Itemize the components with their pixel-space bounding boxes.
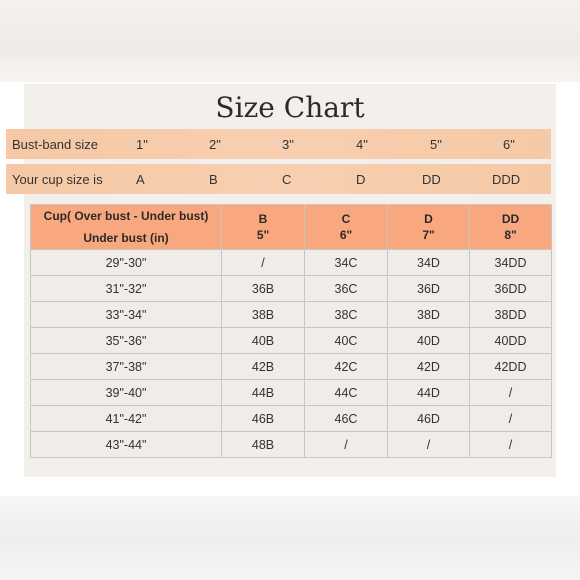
table-row <box>31 276 552 302</box>
cup-size-value: D <box>356 172 366 187</box>
header-diff: 7" <box>422 228 435 242</box>
size-cell: 36B <box>222 276 305 302</box>
table-row <box>31 380 552 406</box>
size-cell: / <box>470 432 552 458</box>
header-cup-c <box>305 205 388 250</box>
size-cell: 44C <box>305 380 388 406</box>
cup-size-value: C <box>282 172 292 187</box>
under-bust-cell: 39"-40" <box>31 380 222 406</box>
size-cell: 46C <box>305 406 388 432</box>
bust-band-label: Bust-band size <box>12 137 98 152</box>
table-row <box>31 354 552 380</box>
header-line-1: Cup( Over bust - Under bust) <box>43 209 209 223</box>
cup-size-label: Your cup size is <box>12 172 103 187</box>
header-cup-dd <box>470 205 552 250</box>
bust-band-value: 4" <box>356 137 368 152</box>
header-cup: C <box>341 212 351 226</box>
under-bust-cell: 29"-30" <box>31 250 222 276</box>
under-bust-cell: 37"-38" <box>31 354 222 380</box>
cup-size-value: B <box>209 172 218 187</box>
cup-size-value: A <box>136 172 145 187</box>
header-cup: D <box>424 212 433 226</box>
bust-band-value: 6" <box>503 137 515 152</box>
size-cell: 38D <box>388 302 470 328</box>
table-header-row <box>31 205 552 250</box>
size-cell: 42B <box>222 354 305 380</box>
size-cell: 46D <box>388 406 470 432</box>
bust-band-value: 1" <box>136 137 148 152</box>
size-cell: 36D <box>388 276 470 302</box>
size-cell: 46B <box>222 406 305 432</box>
under-bust-cell: 43"-44" <box>31 432 222 458</box>
bust-band-value: 5" <box>430 137 442 152</box>
size-cell: 38B <box>222 302 305 328</box>
bust-band-value: 3" <box>282 137 294 152</box>
size-cell: 36DD <box>470 276 552 302</box>
size-cell: / <box>388 432 470 458</box>
size-cell: 44B <box>222 380 305 406</box>
header-diff: 6" <box>339 228 353 242</box>
bust-band-row <box>6 129 551 159</box>
size-table <box>30 204 552 458</box>
background-bottom <box>0 496 580 580</box>
size-cell: 42DD <box>470 354 552 380</box>
header-diff: 8" <box>504 228 517 242</box>
size-cell: 42D <box>388 354 470 380</box>
size-cell: 42C <box>305 354 388 380</box>
header-cup-b <box>222 205 305 250</box>
cup-size-value: DD <box>422 172 441 187</box>
size-cell: 34D <box>388 250 470 276</box>
size-cell: 40DD <box>470 328 552 354</box>
size-cell: / <box>222 250 305 276</box>
header-cup: DD <box>501 212 520 226</box>
under-bust-cell: 33"-34" <box>31 302 222 328</box>
size-cell: 40B <box>222 328 305 354</box>
size-cell: 34C <box>305 250 388 276</box>
table-row <box>31 250 552 276</box>
size-cell: 38DD <box>470 302 552 328</box>
header-line-2: Under bust (in) <box>83 231 169 245</box>
header-cup: B <box>258 212 268 226</box>
cup-size-row <box>6 164 551 194</box>
size-cell: 40D <box>388 328 470 354</box>
background-top <box>0 0 580 82</box>
table-row <box>31 328 552 354</box>
bust-band-value: 2" <box>209 137 221 152</box>
table-row <box>31 302 552 328</box>
under-bust-cell: 41"-42" <box>31 406 222 432</box>
table-row <box>31 406 552 432</box>
size-cell: / <box>470 380 552 406</box>
cup-size-value: DDD <box>492 172 521 187</box>
size-cell: 36C <box>305 276 388 302</box>
size-cell: 38C <box>305 302 388 328</box>
under-bust-cell: 35"-36" <box>31 328 222 354</box>
size-cell: 48B <box>222 432 305 458</box>
header-cup-under-bust <box>31 205 222 250</box>
size-cell: 44D <box>388 380 470 406</box>
size-cell: / <box>470 406 552 432</box>
size-cell: 40C <box>305 328 388 354</box>
size-cell: 34DD <box>470 250 552 276</box>
header-diff: 5" <box>256 228 270 242</box>
page-title: Size Chart <box>215 91 365 124</box>
table-row <box>31 432 552 458</box>
size-cell: / <box>305 432 388 458</box>
header-cup-d <box>388 205 470 250</box>
under-bust-cell: 31"-32" <box>31 276 222 302</box>
